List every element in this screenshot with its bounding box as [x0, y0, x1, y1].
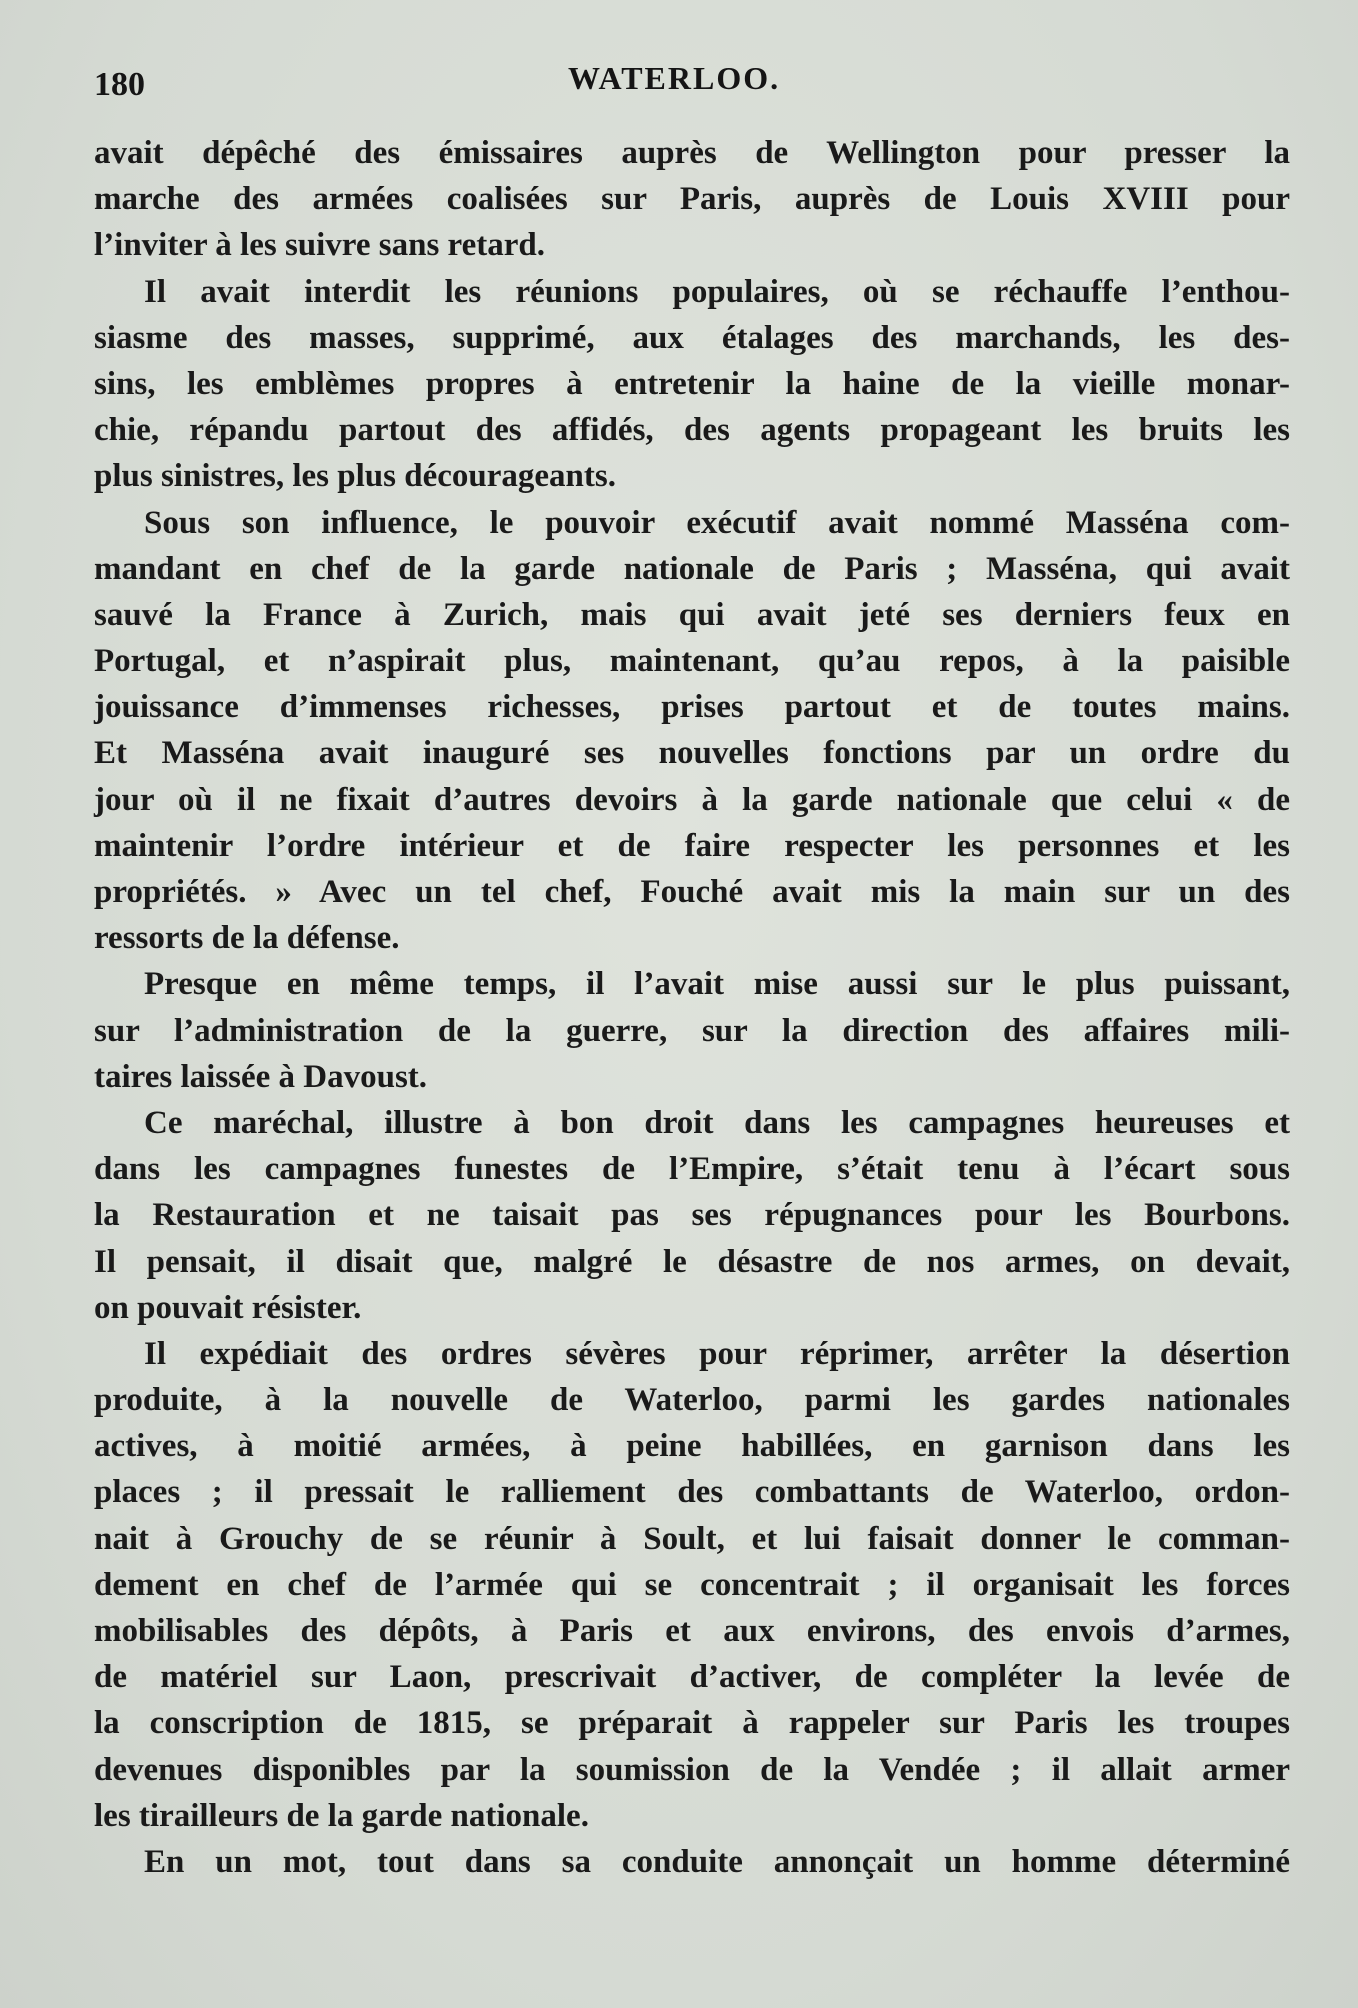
text-line: les tirailleurs de la garde nationale. — [94, 1797, 589, 1834]
text-line: mandant en chef de la garde nationale de Paris ; Masséna, qui avait — [94, 550, 1290, 587]
running-title: WATERLOO. — [568, 60, 781, 96]
text-line: Et Masséna avait inauguré ses nouvelles fonctions par un ordre du — [94, 735, 1290, 772]
text-line: chie, répandu partout des affidés, des agents propageant les bruits les — [94, 412, 1290, 449]
text-line: ressorts de la défense. — [94, 920, 400, 957]
text-line: Il avait interdit les réunions populaires, où se réchauffe l’enthou- — [144, 273, 1290, 310]
text-line: actives, à moitié armées, à peine habillées, en garnison dans les — [94, 1428, 1290, 1465]
text-line: mobilisables des dépôts, à Paris et aux environs, des envois d’armes, — [94, 1613, 1290, 1649]
text-line: Ce maréchal, illustre à bon droit dans les campagnes heureuses et — [144, 1104, 1290, 1141]
text-line: taires laissée à Davoust. — [94, 1058, 428, 1095]
text-line: devenues disponibles par la soumission de la Vendée ; il allait armer — [94, 1751, 1290, 1788]
text-line: avait dépêché des émissaires auprès de Wellington pour presser la — [94, 135, 1290, 171]
text-line: plus sinistres, les plus décourageants. — [94, 458, 616, 495]
text-line: jouissance d’immenses richesses, prises partout et de toutes mains. — [94, 689, 1290, 726]
text-line: places ; il pressait le ralliement des combattants de Waterloo, ordon- — [94, 1474, 1290, 1511]
body-text — [94, 130, 1290, 1885]
text-line: l’inviter à les suivre sans retard. — [94, 227, 545, 264]
text-line: jour où il ne fixait d’autres devoirs à la garde nationale que celui « de — [94, 781, 1290, 818]
text-line: dement en chef de l’armée qui se concentrait ; il organisait les forces — [94, 1566, 1290, 1603]
text-line: nait à Grouchy de se réunir à Soult, et lui faisait donner le comman- — [94, 1520, 1290, 1557]
text-line: siasme des masses, supprimé, aux étalages des marchands, les des- — [94, 319, 1290, 356]
text-line: sauvé la France à Zurich, mais qui avait jeté ses derniers feux en — [94, 596, 1290, 633]
text-line: Sous son influence, le pouvoir exécutif avait nommé Masséna com- — [144, 504, 1290, 541]
text-line: la conscription de 1815, se préparait à rappeler sur Paris les troupes — [94, 1705, 1290, 1742]
text-line: la Restauration et ne taisait pas ses répugnances pour les Bourbons. — [94, 1197, 1290, 1234]
text-line: de matériel sur Laon, prescrivait d’activer, de compléter la levée de — [94, 1659, 1290, 1696]
text-line: marche des armées coalisées sur Paris, auprès de Louis XVIII pour — [94, 181, 1290, 218]
text-line: maintenir l’ordre intérieur et de faire respecter les personnes et les — [94, 827, 1290, 864]
text-line: propriétés. » Avec un tel chef, Fouché avait mis la main sur un des — [94, 874, 1290, 910]
text-line: En un mot, tout dans sa conduite annonçait un homme déterminé — [144, 1843, 1290, 1880]
text-line: Portugal, et n’aspirait plus, maintenant, qu’au repos, à la paisible — [94, 643, 1290, 680]
page-number: 180 — [94, 66, 145, 103]
text-line: Presque en même temps, il l’avait mise aussi sur le plus puissant, — [144, 966, 1290, 1003]
text-line: Il pensait, il disait que, malgré le désastre de nos armes, on devait, — [94, 1243, 1290, 1280]
text-line: Il expédiait des ordres sévères pour réprimer, arrêter la désertion — [144, 1335, 1290, 1372]
text-line: sins, les emblèmes propres à entretenir la haine de la vieille monar- — [94, 365, 1290, 402]
text-line: dans les campagnes funestes de l’Empire, s’était tenu à l’écart sous — [94, 1151, 1290, 1188]
text-line: sur l’administration de la guerre, sur la direction des affaires mili- — [94, 1012, 1290, 1049]
text-line: produite, à la nouvelle de Waterloo, parmi les gardes nationales — [94, 1382, 1290, 1419]
text-line: on pouvait résister. — [94, 1289, 362, 1326]
